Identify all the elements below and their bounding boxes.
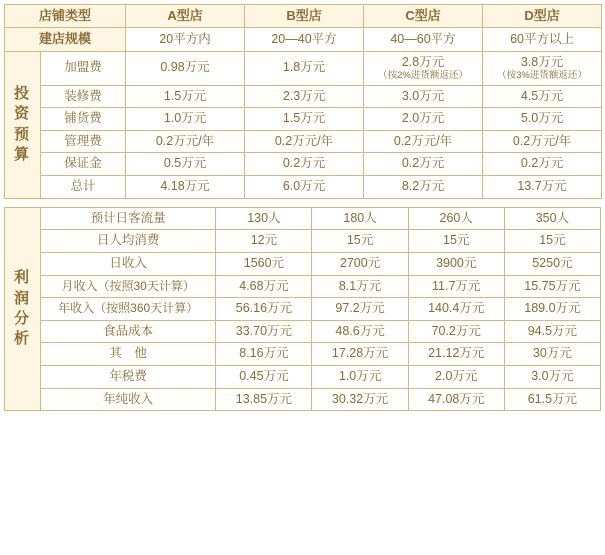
table-row bbox=[5, 343, 601, 366]
other-c: 21.12万元 bbox=[408, 343, 504, 366]
monthly-income-c: 11.7万元 bbox=[408, 275, 504, 298]
table-row bbox=[5, 252, 601, 275]
table-row bbox=[5, 388, 601, 411]
daily-income-a: 1560元 bbox=[216, 252, 312, 275]
food-cost-b: 48.6万元 bbox=[312, 320, 408, 343]
table-row bbox=[5, 207, 601, 230]
table-row bbox=[5, 298, 601, 321]
row-label-monthly-income: 月收入（按照30天计算） bbox=[41, 275, 216, 298]
management-fee-d: 0.2万元/年 bbox=[483, 130, 602, 153]
deposit-c: 0.2万元 bbox=[364, 153, 483, 176]
net-income-b: 30.32万元 bbox=[312, 388, 408, 411]
joining-fee-c bbox=[364, 51, 483, 85]
table-row bbox=[5, 28, 602, 51]
joining-fee-d-note: （按3%进货额返还） bbox=[497, 70, 587, 82]
scale-value-b: 20—40平方 bbox=[245, 28, 364, 51]
table-row bbox=[5, 5, 602, 28]
row-label-other: 其 他 bbox=[41, 343, 216, 366]
decoration-fee-b: 2.3万元 bbox=[245, 85, 364, 108]
investment-budget-table bbox=[4, 4, 602, 199]
table-row bbox=[5, 176, 602, 199]
annual-income-c: 140.4万元 bbox=[408, 298, 504, 321]
daily-traffic-c: 260人 bbox=[408, 207, 504, 230]
section-label-line: 投 资 预 算 bbox=[13, 85, 31, 163]
row-label-per-capita: 日人均消费 bbox=[41, 230, 216, 253]
management-fee-a: 0.2万元/年 bbox=[126, 130, 245, 153]
stock-fee-a: 1.0万元 bbox=[126, 108, 245, 131]
annual-tax-d: 3.0万元 bbox=[504, 366, 600, 389]
stock-fee-d: 5.0万元 bbox=[483, 108, 602, 131]
joining-fee-d bbox=[483, 51, 602, 85]
scale-value-a: 20平方内 bbox=[126, 28, 245, 51]
daily-traffic-a: 130人 bbox=[216, 207, 312, 230]
per-capita-b: 15元 bbox=[312, 230, 408, 253]
deposit-b: 0.2万元 bbox=[245, 153, 364, 176]
net-income-a: 13.85万元 bbox=[216, 388, 312, 411]
column-header-a: A型店 bbox=[126, 5, 245, 28]
food-cost-a: 33.70万元 bbox=[216, 320, 312, 343]
row-label-joining-fee: 加盟费 bbox=[41, 51, 126, 85]
stock-fee-b: 1.5万元 bbox=[245, 108, 364, 131]
table-row bbox=[5, 85, 602, 108]
investment-budget-section-label bbox=[5, 51, 41, 198]
row-label-daily-income: 日收入 bbox=[41, 252, 216, 275]
table-row bbox=[5, 153, 602, 176]
total-b: 6.0万元 bbox=[245, 176, 364, 199]
total-a: 4.18万元 bbox=[126, 176, 245, 199]
annual-tax-a: 0.45万元 bbox=[216, 366, 312, 389]
per-capita-a: 12元 bbox=[216, 230, 312, 253]
monthly-income-b: 8.1万元 bbox=[312, 275, 408, 298]
table-row bbox=[5, 320, 601, 343]
daily-traffic-b: 180人 bbox=[312, 207, 408, 230]
annual-tax-b: 1.0万元 bbox=[312, 366, 408, 389]
shop-type-header: 店铺类型 bbox=[5, 5, 126, 28]
daily-income-b: 2700元 bbox=[312, 252, 408, 275]
management-fee-c: 0.2万元/年 bbox=[364, 130, 483, 153]
decoration-fee-c: 3.0万元 bbox=[364, 85, 483, 108]
scale-value-c: 40—60平方 bbox=[364, 28, 483, 51]
per-capita-c: 15元 bbox=[408, 230, 504, 253]
joining-fee-a: 0.98万元 bbox=[126, 51, 245, 85]
row-label-stock-fee: 铺货费 bbox=[41, 108, 126, 131]
other-b: 17.28万元 bbox=[312, 343, 408, 366]
joining-fee-d-value: 3.8万元 bbox=[520, 54, 564, 69]
food-cost-c: 70.2万元 bbox=[408, 320, 504, 343]
joining-fee-c-note: （按2%进货额返还） bbox=[378, 70, 468, 82]
annual-income-d: 189.0万元 bbox=[504, 298, 600, 321]
food-cost-d: 94.5万元 bbox=[504, 320, 600, 343]
total-c: 8.2万元 bbox=[364, 176, 483, 199]
annual-income-b: 97.2万元 bbox=[312, 298, 408, 321]
monthly-income-d: 15.75万元 bbox=[504, 275, 600, 298]
profit-analysis-table bbox=[4, 207, 601, 412]
row-label-net-income: 年纯收入 bbox=[41, 388, 216, 411]
scale-label: 建店规模 bbox=[5, 28, 126, 51]
management-fee-b: 0.2万元/年 bbox=[245, 130, 364, 153]
column-header-d: D型店 bbox=[483, 5, 602, 28]
joining-fee-c-value: 2.8万元 bbox=[401, 54, 445, 69]
annual-tax-c: 2.0万元 bbox=[408, 366, 504, 389]
deposit-d: 0.2万元 bbox=[483, 153, 602, 176]
net-income-c: 47.08万元 bbox=[408, 388, 504, 411]
daily-traffic-d: 350人 bbox=[504, 207, 600, 230]
column-header-c: C型店 bbox=[364, 5, 483, 28]
monthly-income-a: 4.68万元 bbox=[216, 275, 312, 298]
joining-fee-b: 1.8万元 bbox=[245, 51, 364, 85]
row-label-food-cost: 食品成本 bbox=[41, 320, 216, 343]
decoration-fee-d: 4.5万元 bbox=[483, 85, 602, 108]
table-row bbox=[5, 51, 602, 85]
net-income-d: 61.5万元 bbox=[504, 388, 600, 411]
row-label-annual-tax: 年税费 bbox=[41, 366, 216, 389]
row-label-decoration-fee: 装修费 bbox=[41, 85, 126, 108]
other-a: 8.16万元 bbox=[216, 343, 312, 366]
stock-fee-c: 2.0万元 bbox=[364, 108, 483, 131]
other-d: 30万元 bbox=[504, 343, 600, 366]
profit-analysis-section-label bbox=[5, 207, 41, 411]
row-label-management-fee: 管理费 bbox=[41, 130, 126, 153]
table-row bbox=[5, 366, 601, 389]
total-d: 13.7万元 bbox=[483, 176, 602, 199]
column-header-b: B型店 bbox=[245, 5, 364, 28]
deposit-a: 0.5万元 bbox=[126, 153, 245, 176]
row-label-annual-income: 年收入（按照360天计算） bbox=[41, 298, 216, 321]
daily-income-d: 5250元 bbox=[504, 252, 600, 275]
row-label-daily-traffic: 预计日客流量 bbox=[41, 207, 216, 230]
annual-income-a: 56.16万元 bbox=[216, 298, 312, 321]
section-label-line: 利 润 分 析 bbox=[14, 269, 32, 348]
table-row bbox=[5, 230, 601, 253]
table-row bbox=[5, 275, 601, 298]
per-capita-d: 15元 bbox=[504, 230, 600, 253]
daily-income-c: 3900元 bbox=[408, 252, 504, 275]
row-label-total: 总计 bbox=[41, 176, 126, 199]
scale-value-d: 60平方以上 bbox=[483, 28, 602, 51]
table-row bbox=[5, 108, 602, 131]
table-row bbox=[5, 130, 602, 153]
decoration-fee-a: 1.5万元 bbox=[126, 85, 245, 108]
row-label-deposit: 保证金 bbox=[41, 153, 126, 176]
